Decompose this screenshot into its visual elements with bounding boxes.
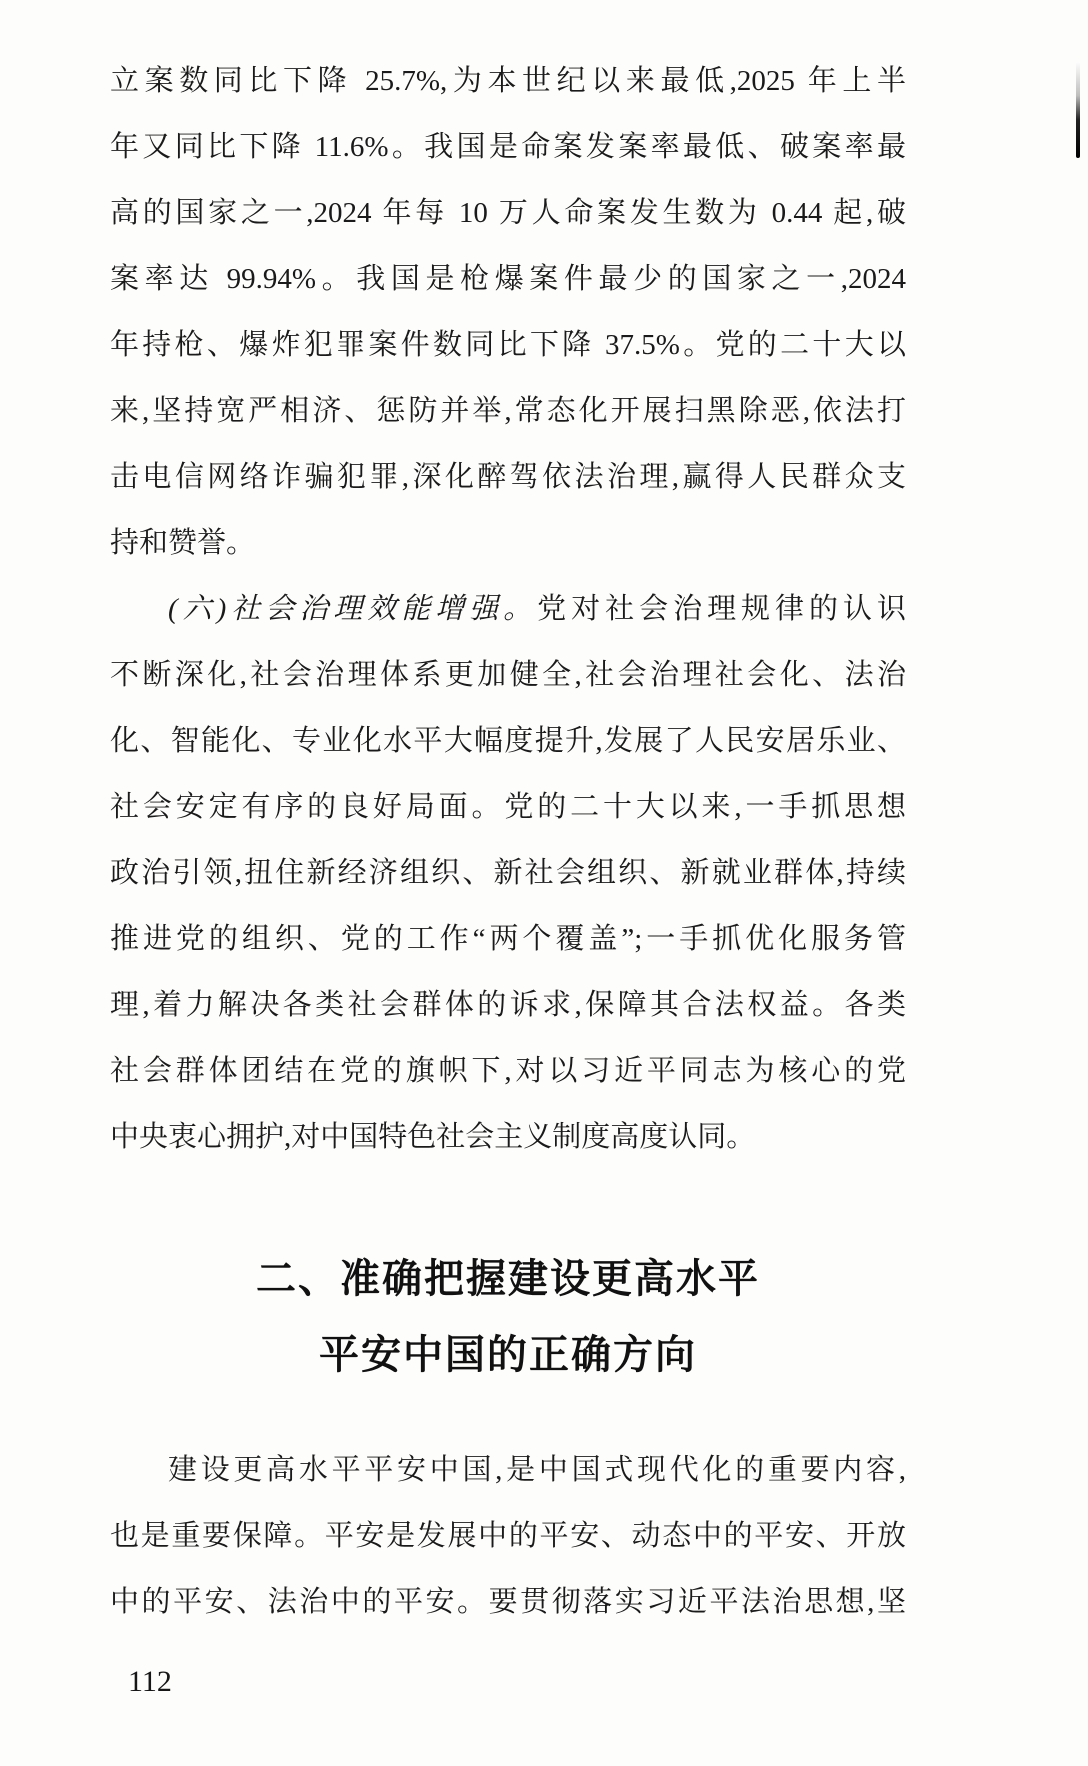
text-line: 建设更高水平平安中国,是中国式现代化的重要内容,: [168, 1454, 906, 1486]
paragraph-1: [110, 48, 906, 576]
text-line: 年持枪、爆炸犯罪案件数同比下降 37.5%。党的二十大以: [110, 329, 906, 361]
text-line: 不断深化,社会治理体系更加健全,社会治理社会化、法治: [110, 659, 906, 691]
text-line: 化、智能化、专业化水平大幅度提升,发展了人民安居乐业、: [110, 725, 906, 757]
text-line: 也是重要保障。平安是发展中的平安、动态中的平安、开放: [110, 1520, 906, 1552]
heading-line-1: 二、准确把握建设更高水平: [256, 1257, 760, 1301]
heading-line-2: 平安中国的正确方向: [319, 1333, 697, 1377]
section-heading: [110, 1241, 906, 1393]
scan-artifact-line: [1076, 62, 1080, 158]
text-line: 持和赞誉。: [110, 527, 256, 559]
page-body: [110, 48, 906, 1635]
text-line: 中央衷心拥护,对中国特色社会主义制度高度认同。: [110, 1121, 756, 1153]
text-line: 立案数同比下降 25.7%,为本世纪以来最低,2025 年上半: [110, 65, 906, 97]
text-line: 高的国家之一,2024 年每 10 万人命案发生数为 0.44 起,破: [110, 197, 906, 229]
text-line: 理,着力解决各类社会群体的诉求,保障其合法权益。各类: [110, 989, 906, 1021]
paragraph-3: [110, 1437, 906, 1635]
text-line: 击电信网络诈骗犯罪,深化醉驾依法治理,赢得人民群众支: [110, 461, 906, 493]
text-line: 来,坚持宽严相济、惩防并举,常态化开展扫黑除恶,依法打: [110, 395, 906, 427]
text-line: 年又同比下降 11.6%。我国是命案发案率最低、破案率最: [110, 131, 906, 163]
text-line: 案率达 99.94%。我国是枪爆案件最少的国家之一,2024: [110, 263, 906, 295]
paragraph-2: [110, 576, 906, 1170]
subsection-label: (六)社会治理效能增强。: [168, 593, 538, 625]
text-line: 社会安定有序的良好局面。党的二十大以来,一手抓思想: [110, 791, 906, 823]
text-line: 中的平安、法治中的平安。要贯彻落实习近平法治思想,坚: [110, 1586, 906, 1618]
page-number: 112: [128, 1665, 172, 1698]
text-line: 社会群体团结在党的旗帜下,对以习近平同志为核心的党: [110, 1055, 906, 1087]
text-line: 政治引领,扭住新经济组织、新社会组织、新就业群体,持续: [110, 857, 906, 889]
text-segment: 党对社会治理规律的认识: [537, 593, 906, 625]
text-line: 推进党的组织、党的工作“两个覆盖”;一手抓优化服务管: [110, 923, 906, 955]
text-line: [110, 576, 906, 642]
